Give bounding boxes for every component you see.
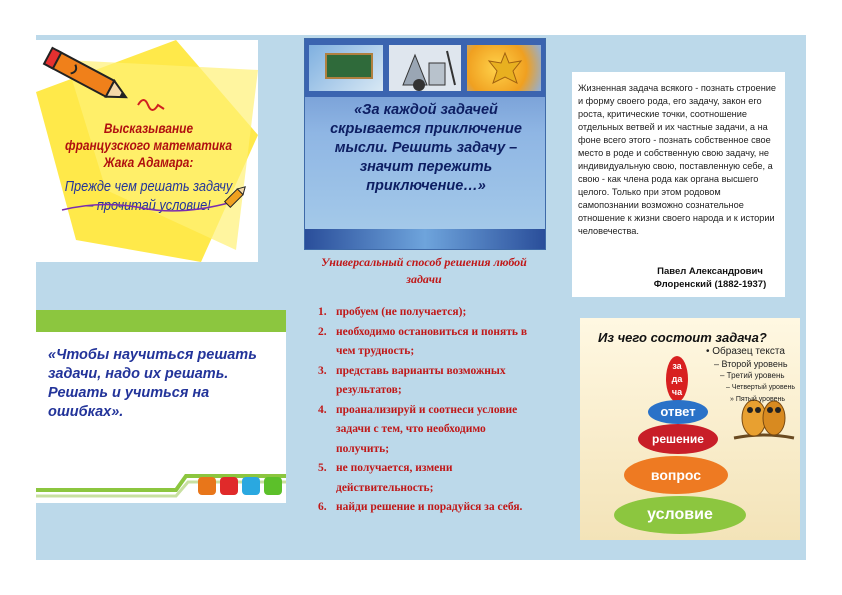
outline-level-3: – Третий уровень xyxy=(720,371,785,380)
method-step xyxy=(318,498,540,518)
learning-quote: «Чтобы научиться решать задачи, надо их решать. Решать и учиться на ошибках». xyxy=(48,347,257,420)
method-step xyxy=(318,303,540,323)
step-text: представь варианты возможных результатов; xyxy=(336,364,506,396)
scribble-icon xyxy=(136,95,166,115)
outline-level-1: • Образец текста xyxy=(706,346,785,357)
task-syllable: да xyxy=(671,374,683,384)
outline-level-5: » Пятый уровень xyxy=(730,396,786,403)
method-title: Универсальный способ решения любой задачи xyxy=(321,255,527,286)
slide-image-strip xyxy=(305,39,545,97)
diagram-title: Из чего состоит задача? xyxy=(598,330,767,345)
outline-level-2: – Второй уровень xyxy=(714,359,788,369)
outline-level-4: – Четвертый уровень xyxy=(726,384,795,391)
step-number: 5. xyxy=(318,462,327,474)
step-number: 3. xyxy=(318,364,327,377)
layer-answer: ответ xyxy=(648,400,708,424)
geometry-image xyxy=(389,45,461,91)
hadamard-quote: Прежде чем решать задачу – прочитай условие! xyxy=(64,178,233,214)
classroom-image xyxy=(309,45,383,91)
geometry-shapes-icon xyxy=(389,45,461,91)
task-syllable: за xyxy=(672,361,682,371)
step-text: проанализируй и соотнеси условие задачи с тем, что необходимо получить; xyxy=(336,403,518,455)
small-pencil-icon xyxy=(222,182,250,210)
step-text: не получается, измени действительность; xyxy=(336,462,453,494)
step-number: 6. xyxy=(318,501,327,513)
layer-condition: условие xyxy=(614,496,746,534)
pencil-icon xyxy=(41,42,136,112)
diagram-outline xyxy=(706,346,802,406)
method-step xyxy=(318,362,540,401)
adventure-slide xyxy=(304,38,546,250)
hadamard-title: Высказывание французского математика Жака Адамара: xyxy=(65,120,232,170)
green-header-bar xyxy=(36,310,286,332)
slide-footer-bar xyxy=(305,229,545,249)
blackboard-icon xyxy=(325,53,373,79)
layer-question: вопрос xyxy=(624,456,728,494)
task-pillar xyxy=(666,356,688,402)
leaf-icon xyxy=(487,51,523,87)
task-syllable: ча xyxy=(671,387,683,397)
step-number: 4. xyxy=(318,403,327,416)
autumn-leaf-image xyxy=(467,45,541,91)
step-text: пробуем (не получается); xyxy=(336,306,467,318)
layer-solution: решение xyxy=(638,424,718,454)
slide-quote: «За каждой задачей скрывается приключение мысли. Решить задачу – значит пережить приключение…» xyxy=(330,102,522,194)
step-number: 2. xyxy=(318,325,327,338)
florensky-quote: Жизненная задача всякого - познать строение и форму своего рода, его задачу, закон его роста, критические точки, соотношение отдельных ветвей и их частные задачи, а на фоне всего этого - познать собственное свое место в роде и собственную свою задачу, не индивидуальную свою, поставленную себе, а свою - как члена рода как органа высшего целого. Только при этом родовом самопознании возможно сознательное отношение к жизни своего народа и к истории человечества. xyxy=(578,83,777,236)
underline-scribble xyxy=(60,198,240,218)
step-number: 1. xyxy=(318,306,327,318)
step-text: необходимо остановиться и понять в чем трудность; xyxy=(336,325,528,357)
decorative-stripes xyxy=(36,462,286,503)
step-text: найди решение и порадуйся за себя. xyxy=(336,501,523,513)
method-step xyxy=(318,323,540,362)
method-step xyxy=(318,459,540,498)
method-steps-list xyxy=(318,303,540,518)
florensky-author: Павел Александрович Флоренский (1882-1937) xyxy=(653,266,767,290)
method-step xyxy=(318,401,540,460)
